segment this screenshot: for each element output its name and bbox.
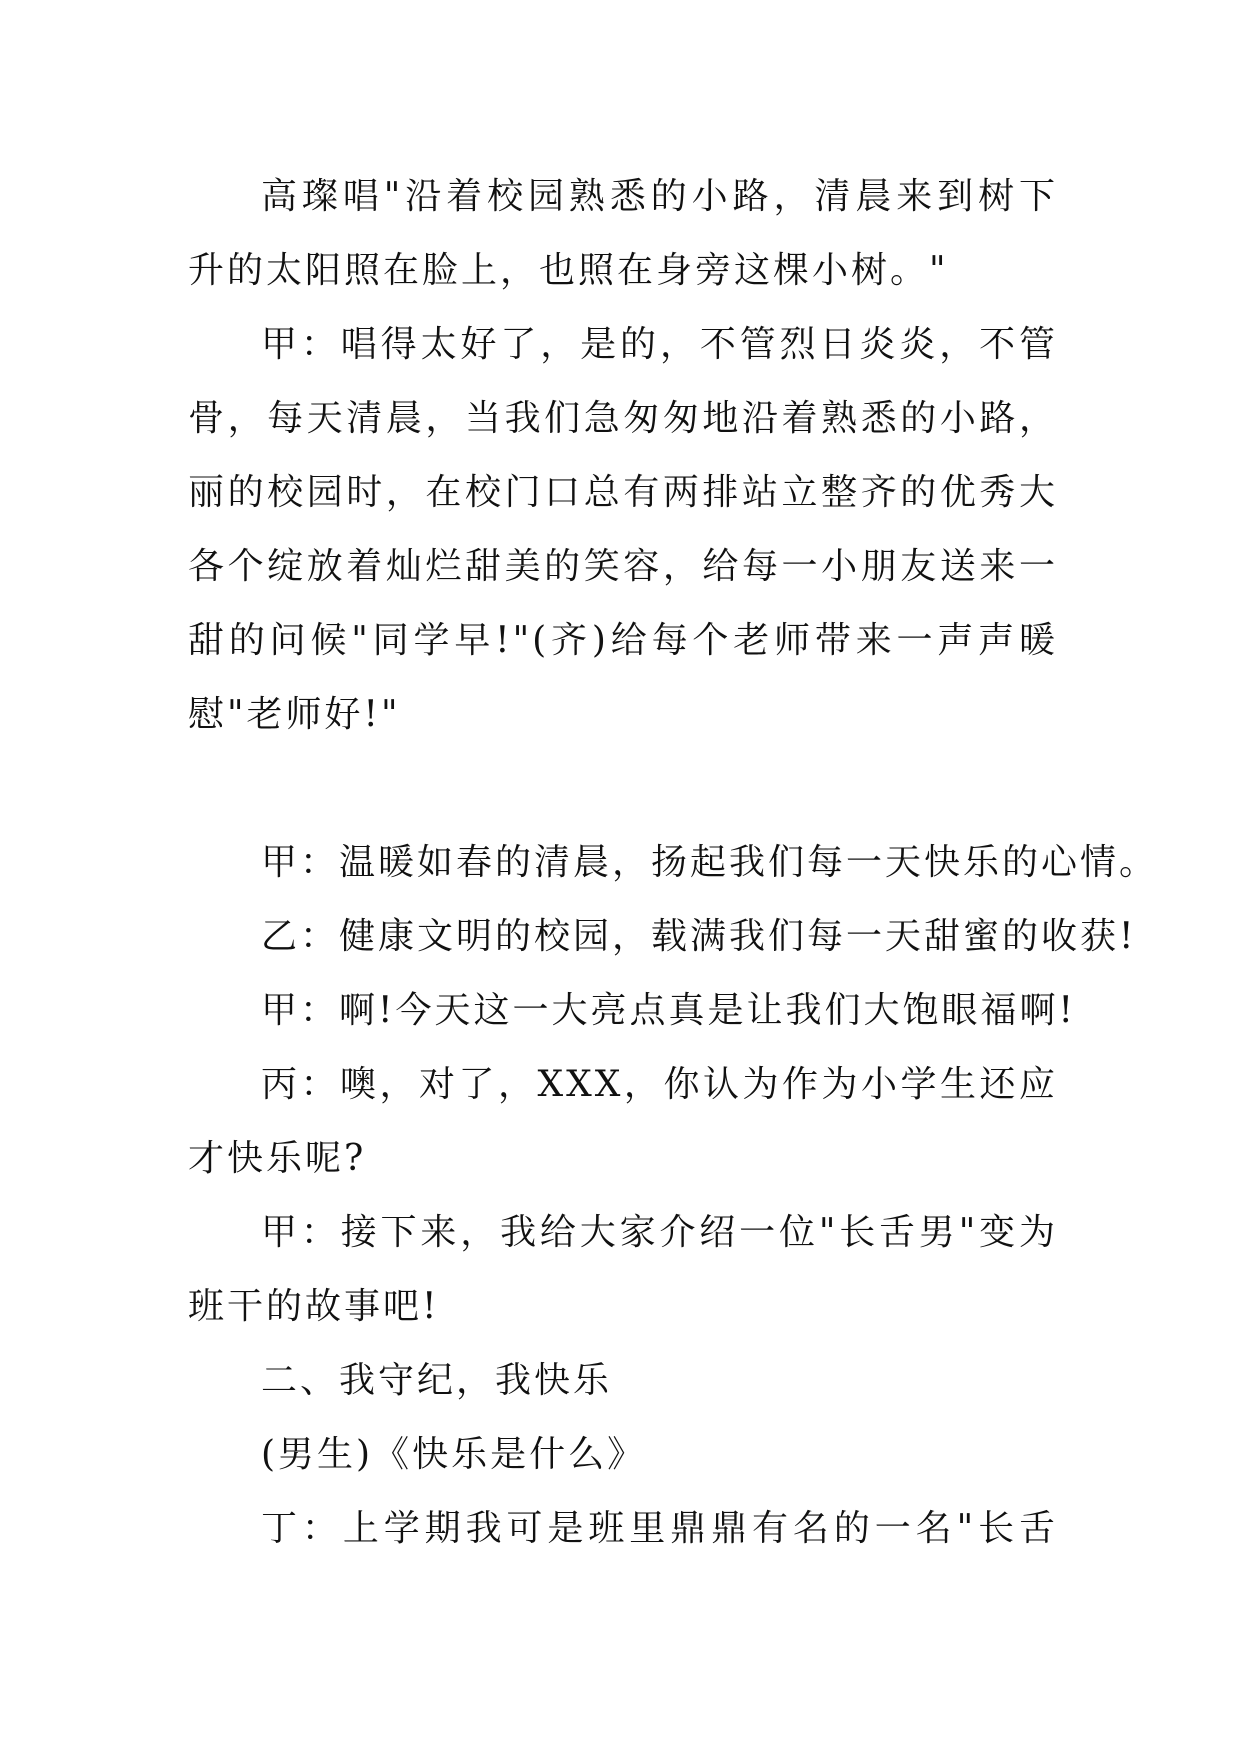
paragraph-singing-line-2: 升的太阳照在脸上，也照在身旁这棵小树。" bbox=[188, 250, 949, 291]
section-heading: 二、我守纪，我快乐 bbox=[261, 1360, 613, 1401]
paragraph-jia-morning-line-2: 骨，每天清晨，当我们急匆匆地沿着熟悉的小路， bbox=[188, 398, 1058, 439]
paragraph-gap bbox=[188, 752, 1058, 826]
paragraph-jia-morning-line-6: 慰"老师好!" bbox=[188, 694, 401, 735]
paragraph-jia-morning-line-3: 丽的校园时，在校门口总有两排站立整齐的优秀大 bbox=[188, 472, 1058, 513]
paragraph-bing-question-line-2: 才快乐呢? bbox=[188, 1138, 367, 1179]
paragraph-ding-story-line-1: 丁：上学期我可是班里鼎鼎有名的一名"长舌 bbox=[261, 1508, 1058, 1549]
paragraph-jia-morning-line-5: 甜的问候"同学早!"(齐)给每个老师带来一声声暖 bbox=[188, 620, 1058, 661]
paragraph-bing-question-line-1: 丙：噢，对了，XXX，你认为作为小学生还应 bbox=[261, 1064, 1058, 1105]
paragraph-jia-warm-spring: 甲：温暖如春的清晨，扬起我们每一天快乐的心情。 bbox=[261, 842, 1159, 883]
paragraph-jia-introduce-line-1: 甲：接下来，我给大家介绍一位"长舌男"变为 bbox=[261, 1212, 1058, 1253]
program-title: (男生)《快乐是什么》 bbox=[261, 1434, 647, 1475]
paragraph-jia-morning-line-4: 各个绽放着灿烂甜美的笑容，给每一小朋友送来一 bbox=[188, 546, 1058, 587]
paragraph-jia-introduce-line-2: 班干的故事吧! bbox=[188, 1286, 440, 1327]
paragraph-jia-highlight: 甲：啊!今天这一大亮点真是让我们大饱眼福啊! bbox=[261, 990, 1076, 1031]
paragraph-jia-morning-line-1: 甲：唱得太好了，是的，不管烈日炎炎，不管 bbox=[261, 324, 1058, 365]
document-body bbox=[188, 160, 1159, 1566]
paragraph-yi-healthy-campus: 乙：健康文明的校园，载满我们每一天甜蜜的收获! bbox=[261, 916, 1137, 957]
paragraph-singing-line-1: 高璨唱"沿着校园熟悉的小路，清晨来到树下 bbox=[261, 176, 1058, 217]
